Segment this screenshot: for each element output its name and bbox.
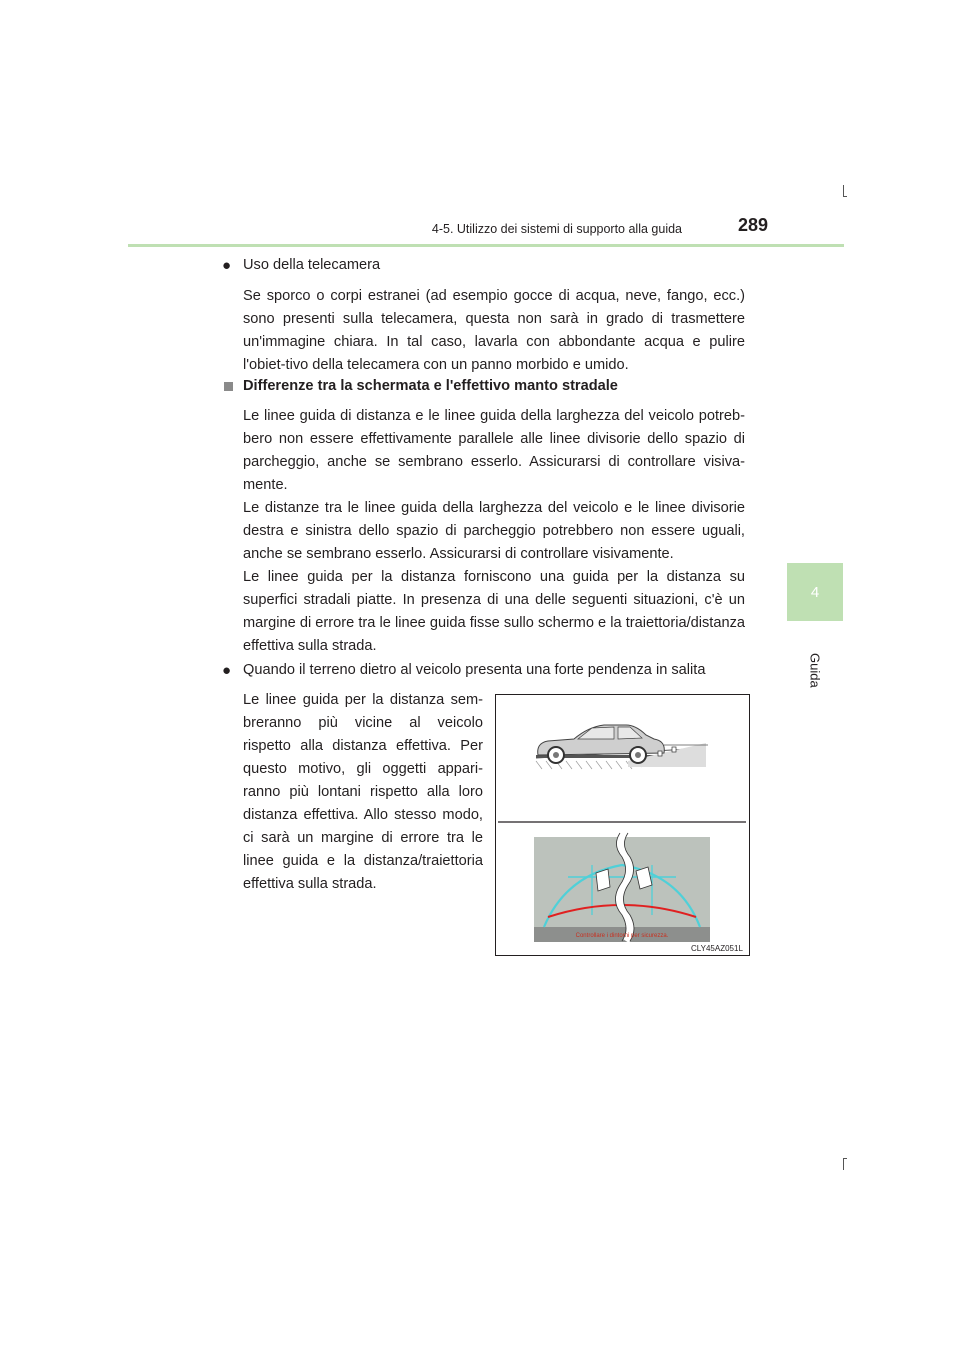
car-side-view <box>536 725 708 769</box>
running-header-title: 4-5. Utilizzo dei sistemi di supporto alla guida <box>431 222 682 236</box>
bullet-icon: ● <box>222 662 232 679</box>
paragraph-camera: Se sporco o corpi estranei (ad esempio gocce di acqua, neve, fango, ecc.) sono presenti sulla telecamera, questa non sarà in grado di trasmettere un'immagine chiara. In tal caso, lavarla con abbondante acqua e pulire l'obiet-tivo della telecamera con un panno morbido e umido. <box>243 288 745 373</box>
camera-screen <box>534 833 710 942</box>
illustration-figure <box>495 694 750 956</box>
square-bullet-icon <box>224 382 233 391</box>
chapter-label: Guida <box>807 652 823 688</box>
chapter-number: 4 <box>810 583 820 601</box>
paragraph-3: Le linee guida per la distanza forniscono una guida per la distanza su superfici stradali piatte. In presenza di una delle seguenti situazioni, c'è un margine di errore tra le linee guida fisse sullo schermo e la traiettoria/distanza effettiva sulla strada. <box>243 569 745 654</box>
bullet-title-slope: Quando il terreno dietro al veicolo presenta una forte pendenza in salita <box>243 662 706 678</box>
header-rule <box>128 244 844 247</box>
bullet-title-camera: Uso della telecamera <box>243 257 381 273</box>
screen-message: Controllare i dintorni per sicurezza. <box>575 933 669 939</box>
section-heading: Differenze tra la schermata e l'effettivo manto stradale <box>243 378 618 394</box>
crop-mark-bottom-foot <box>843 1158 847 1159</box>
chapter-tab <box>787 563 843 621</box>
crop-mark-bottom <box>843 1158 844 1170</box>
paragraph-1: Le linee guida di distanza e le linee guida della larghezza del veicolo potreb-bero non essere effettivamente parallele alle linee divisorie dello spazio di parcheggio, anche se sembrano esserlo. Assicurarsi di controllare visiva-mente. <box>243 408 745 493</box>
paragraph-2: Le distanze tra le linee guida della larghezza del veicolo e le linee divisorie destra e sinistra dello spazio di parcheggio potrebbero non essere uguali, anche se sembrano esserlo. Assicurarsi di controllare visivamente. <box>243 500 745 562</box>
figure-code: CLY45AZ051L <box>691 944 743 953</box>
bullet-icon: ● <box>222 257 232 274</box>
illustration-svg <box>496 695 749 955</box>
page-number: 289 <box>738 215 769 235</box>
crop-mark-top-foot <box>843 196 847 197</box>
paragraph-slope: Le linee guida per la distanza sem-breranno più vicine al veicolo rispetto alla distanza effettiva. Per questo motivo, gli oggetti appari-ranno più lontani rispetto alla loro distanza effettiva. Allo stesso modo, ci sarà un margine di errore tra le linee guida e la distanza/traiettoria effettiva sulla strada. <box>243 692 483 892</box>
